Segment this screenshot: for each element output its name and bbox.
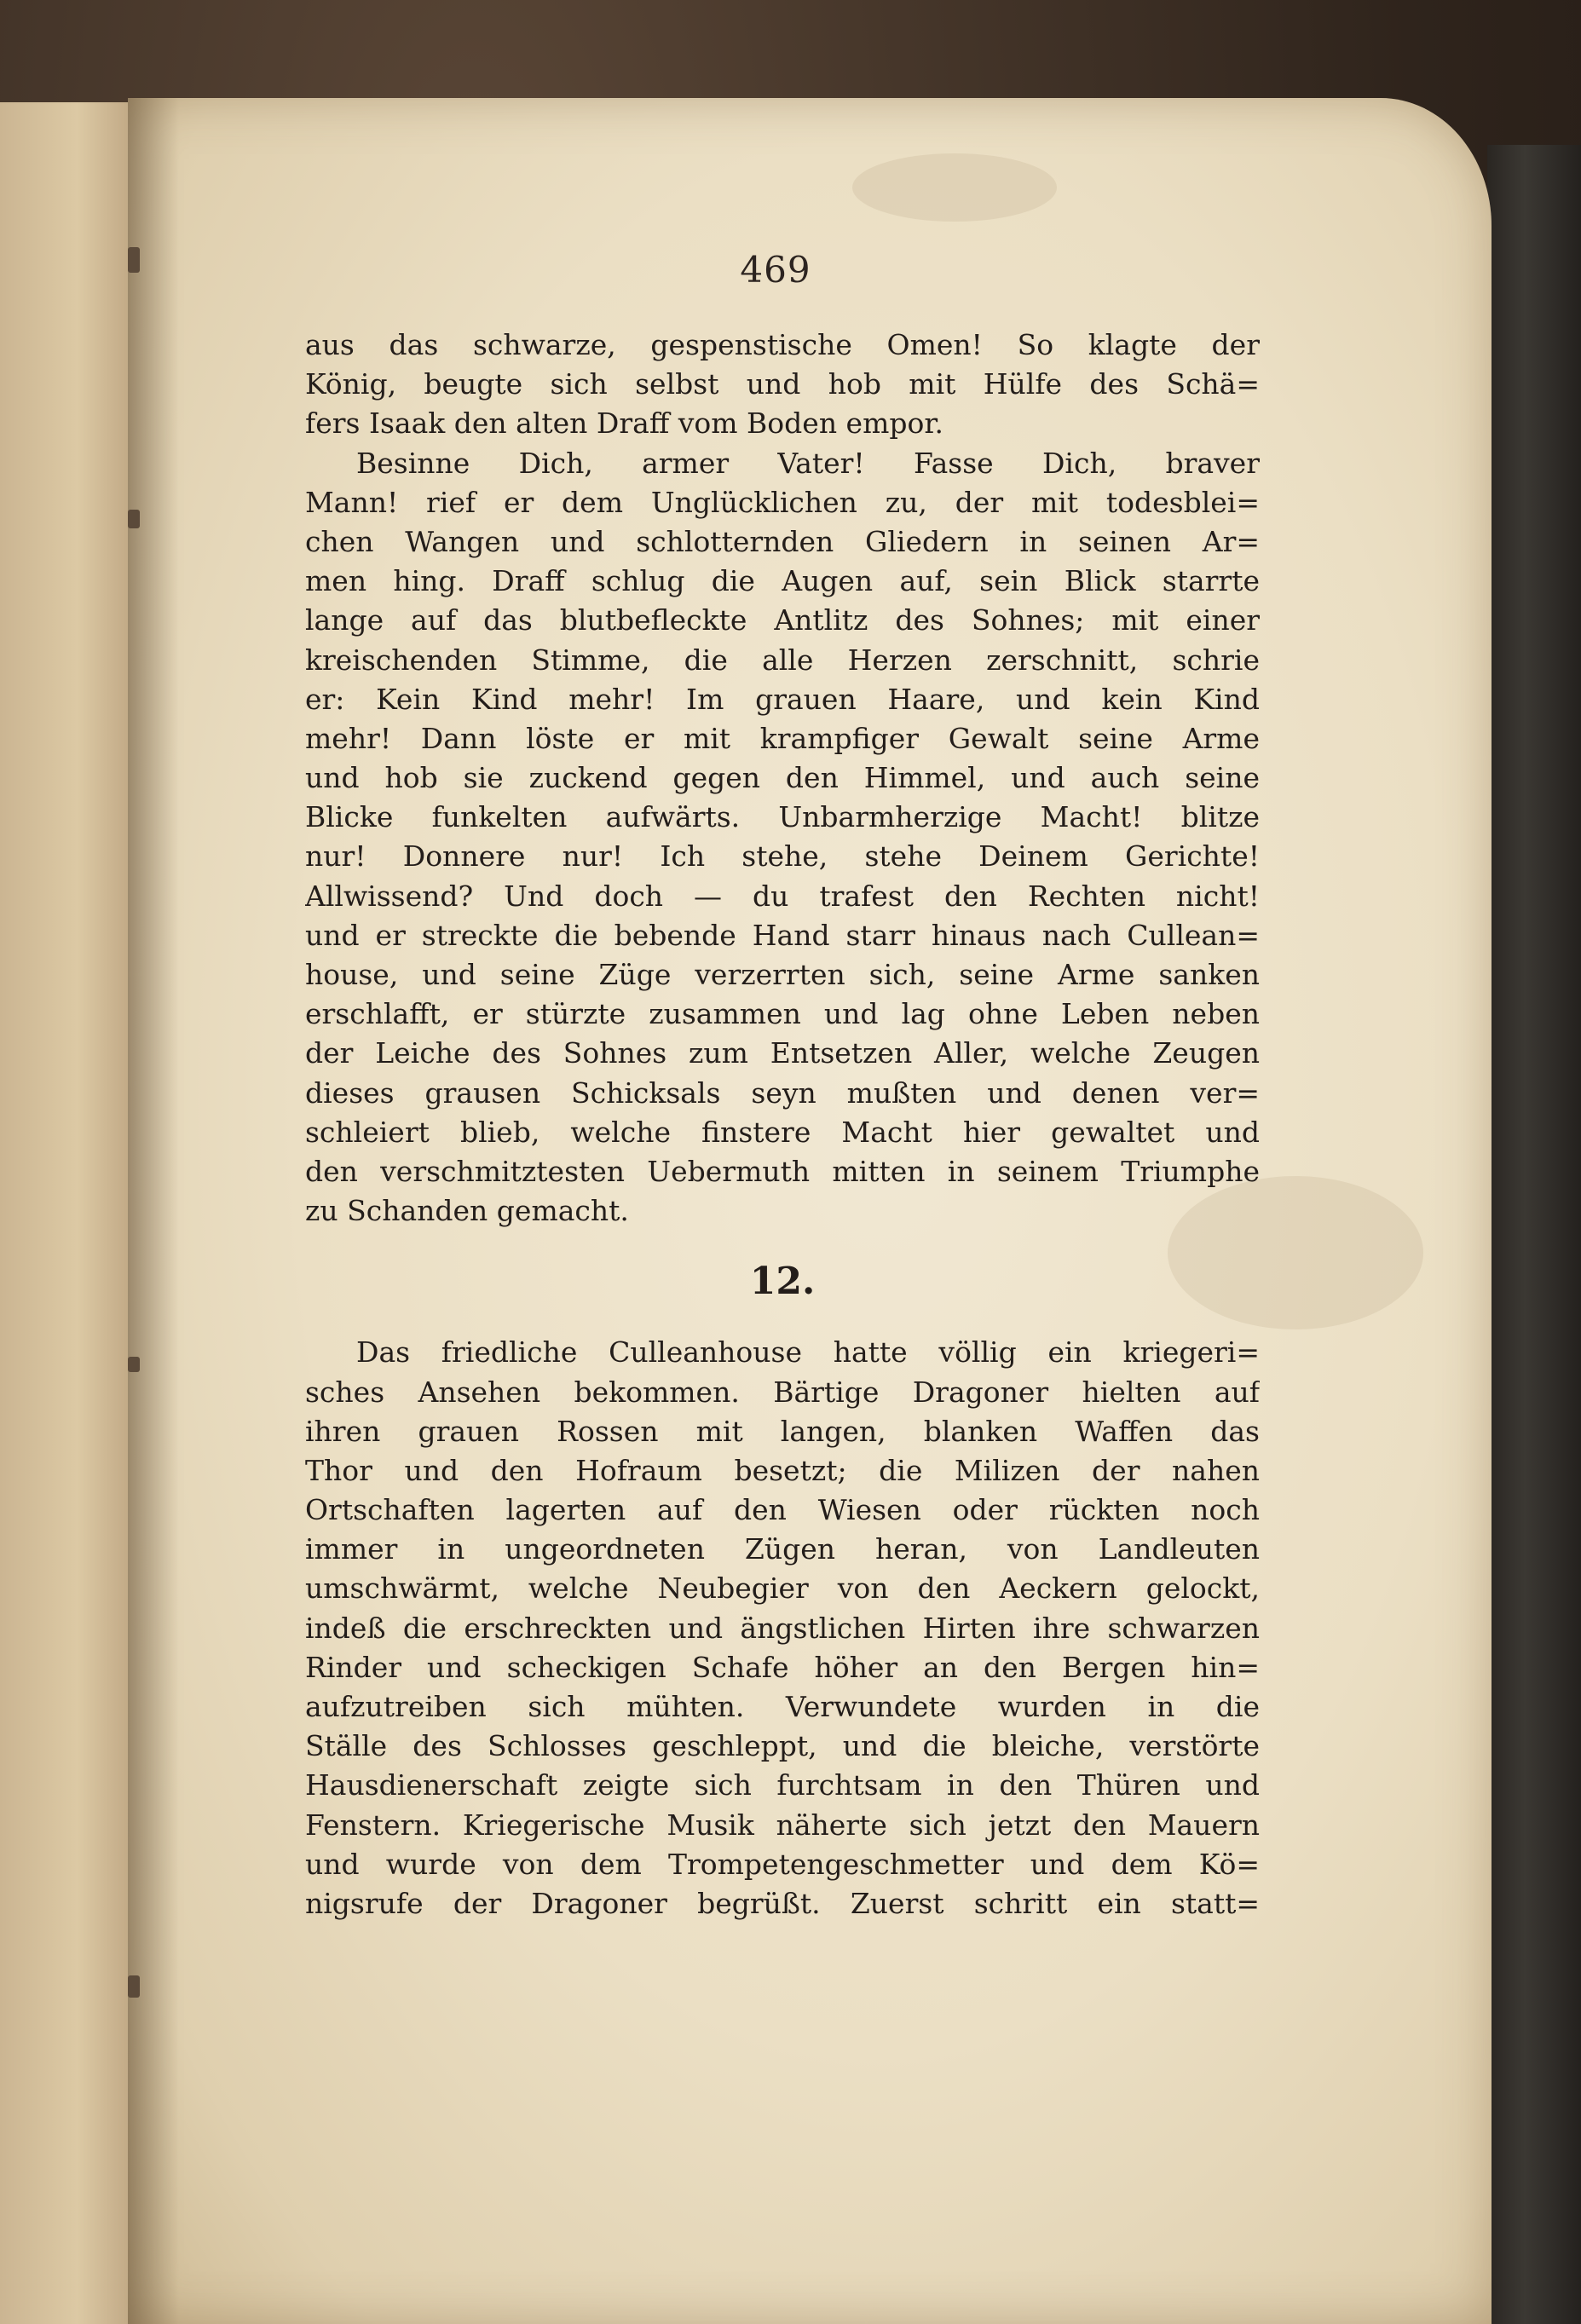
- text-line: kreischenden Stimme, die alle Herzen zerschnitt, schrie: [305, 643, 1260, 677]
- text-line: men hing. Draff schlug die Augen auf, sein Blick starrte: [305, 564, 1260, 598]
- binding-thread-mark: [128, 510, 140, 528]
- book-cover-edge: [1487, 145, 1581, 2324]
- text-line: und er streckte die bebende Hand starr hinaus nach Cullean=: [305, 918, 1260, 952]
- text-line: zu Schanden gemacht.: [305, 1194, 629, 1228]
- chapter-number: 12.: [749, 1260, 816, 1304]
- binding-thread-mark: [128, 247, 140, 273]
- text-line: Besinne Dich, armer Vater! Fasse Dich, braver: [356, 446, 1260, 480]
- binding-thread-mark: [128, 1357, 140, 1372]
- text-line: nigsrufe der Dragoner begrüßt. Zuerst schritt ein statt=: [305, 1886, 1260, 1920]
- text-line: chen Wangen und schlotternden Gliedern in seinen Ar=: [305, 524, 1260, 558]
- text-line: sches Ansehen bekommen. Bärtige Dragoner hielten auf: [305, 1375, 1260, 1409]
- page-number: 469: [740, 249, 811, 291]
- text-line: indeß die erschreckten und ängstlichen Hirten ihre schwarzen: [305, 1611, 1260, 1645]
- text-line: lange auf das blutbefleckte Antlitz des Sohnes; mit einer: [305, 603, 1260, 637]
- text-line: Mann! rief er dem Unglücklichen zu, der mit todesblei=: [305, 485, 1260, 519]
- text-line: dieses grausen Schicksals seyn mußten und denen ver=: [305, 1075, 1260, 1110]
- text-line: Ställe des Schlosses geschleppt, und die bleiche, verstörte: [305, 1729, 1260, 1763]
- text-line: ihren grauen Rossen mit langen, blanken Waffen das: [305, 1414, 1260, 1448]
- text-line: house, und seine Züge verzerrten sich, seine Arme sanken: [305, 958, 1260, 991]
- text-line: Fenstern. Kriegerische Musik näherte sich jetzt den Mauern: [305, 1808, 1260, 1842]
- text-line: Das friedliche Culleanhouse hatte völlig ein kriegeri=: [356, 1335, 1260, 1370]
- paper-stain: [852, 153, 1057, 222]
- text-line: immer in ungeordneten Zügen heran, von Landleuten: [305, 1532, 1260, 1566]
- text-line: und wurde von dem Trompetengeschmetter und dem Kö=: [305, 1847, 1260, 1881]
- text-line: Allwissend? Und doch — du trafest den Rechten nicht!: [305, 879, 1260, 913]
- text-line: Ortschaften lagerten auf den Wiesen oder rückten noch: [305, 1493, 1260, 1527]
- paragraph: [305, 444, 1260, 1231]
- text-line: aus das schwarze, gespenstische Omen! So klagte der: [305, 328, 1260, 361]
- text-line: mehr! Dann löste er mit krampfiger Gewalt seine Arme: [305, 721, 1260, 755]
- text-line: Rinder und scheckigen Schafe höher an den Bergen hin=: [305, 1650, 1260, 1684]
- text-line: Hausdienerschaft zeigte sich furchtsam in den Thüren und: [305, 1768, 1260, 1802]
- facing-page-edge: [0, 102, 142, 2324]
- text-line: den verschmitztesten Uebermuth mitten in seinem Triumphe: [305, 1154, 1260, 1188]
- text-line: aufzutreiben sich mühten. Verwundete wurden in die: [305, 1690, 1260, 1723]
- paragraph: [305, 1333, 1260, 1923]
- text-line: schleiert blieb, welche finstere Macht hier gewaltet und: [305, 1115, 1260, 1149]
- paragraph: [305, 326, 1260, 444]
- text-line: Blicke funkelten aufwärts. Unbarmherzige Macht! blitze: [305, 800, 1260, 834]
- text-line: nur! Donnere nur! Ich stehe, stehe Deinem Gerichte!: [305, 839, 1260, 874]
- text-line: fers Isaak den alten Draff vom Boden empor.: [305, 407, 944, 441]
- text-line: er: Kein Kind mehr! Im grauen Haare, und kein Kind: [305, 682, 1260, 716]
- page-text: [305, 326, 1260, 1923]
- text-line: umschwärmt, welche Neubegier von den Aeckern gelockt,: [305, 1571, 1260, 1606]
- text-line: Thor und den Hofraum besetzt; die Milizen der nahen: [305, 1453, 1260, 1487]
- binding-thread-mark: [128, 1975, 140, 1998]
- text-line: König, beugte sich selbst und hob mit Hülfe des Schä=: [305, 367, 1260, 401]
- text-line: erschlafft, er stürzte zusammen und lag ohne Leben neben: [305, 997, 1260, 1031]
- text-line: und hob sie zuckend gegen den Himmel, und auch seine: [305, 761, 1260, 795]
- text-line: der Leiche des Sohnes zum Entsetzen Aller, welche Zeugen: [305, 1036, 1260, 1070]
